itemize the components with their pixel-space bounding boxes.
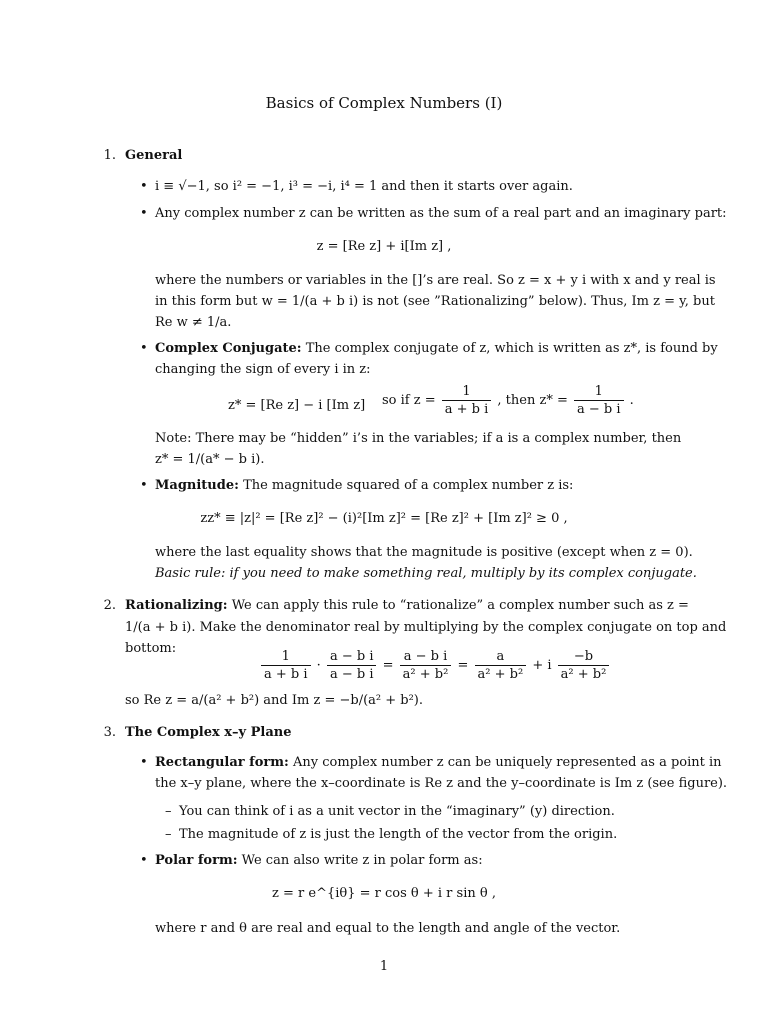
section-3-heading: The Complex x–y Plane — [125, 725, 292, 740]
sub-item-2 — [165, 824, 617, 845]
section-2-heading: Rationalizing: — [125, 598, 228, 613]
eq-then-text: , then z* = — [497, 393, 568, 408]
rectangular-line-1 — [155, 752, 722, 773]
fraction-denominator: a² + b² — [402, 667, 449, 682]
fraction — [442, 383, 492, 418]
bullet: • — [140, 478, 148, 493]
basic-rule: Basic rule: if you need to make something real, multiply by its complex conjugate. — [155, 566, 697, 581]
fraction-denominator: a² + b² — [560, 667, 607, 682]
bullet: • — [140, 755, 148, 770]
fraction — [400, 648, 452, 683]
fraction-numerator: a − b i — [327, 648, 377, 666]
equation-rationalize — [259, 648, 611, 683]
fraction-numerator: a — [475, 648, 527, 666]
page-title: Basics of Complex Numbers (I) — [265, 94, 503, 112]
fraction-numerator: 1 — [442, 383, 492, 401]
polar-text: We can also write z in polar form as: — [241, 853, 483, 868]
rationalizing-text-1: We can apply this rule to “rationalize” a complex number such as z = — [231, 598, 689, 613]
fraction-denominator: a − b i — [329, 667, 374, 682]
fraction-numerator: 1 — [574, 383, 624, 401]
dash-marker: – — [165, 827, 172, 842]
section-1-number: 1. — [103, 148, 116, 163]
sub-item-1 — [165, 801, 615, 822]
fraction — [475, 648, 527, 683]
fraction-numerator: a − b i — [400, 648, 452, 666]
fraction — [261, 648, 311, 683]
general-para-line-2: in this form but w = 1/(a + b i) is not (see ”Rationalizing” below). Thus, Im z = y, but — [155, 294, 715, 309]
magnitude-para: where the last equality shows that the magnitude is positive (except when z = 0). — [155, 545, 693, 560]
note-line-1: Note: There may be “hidden” i’s in the variables; if a is a complex number, then — [155, 431, 682, 446]
complex-conjugate-line-1 — [155, 338, 718, 359]
equals-sign: = — [382, 658, 394, 673]
equation-conjugate-example — [382, 383, 634, 418]
polar-line — [155, 850, 483, 871]
fraction — [327, 648, 377, 683]
sub-item-2-text: The magnitude of z is just the length of the vector from the origin. — [179, 827, 618, 842]
fraction-denominator: a² + b² — [477, 667, 524, 682]
equation-magnitude: zz* ≡ |z|² = [Re z]² − (i)²[Im z]² = [Re z]² + [Im z]² ≥ 0 , — [200, 511, 568, 526]
rectangular-line-2: the x–y plane, where the x–coordinate is Re z and the y–coordinate is Im z (see figure). — [155, 776, 728, 791]
general-bullet-1: i ≡ √−1, so i² = −1, i³ = −i, i⁴ = 1 and then it starts over again. — [155, 179, 573, 194]
plus-i: + i — [532, 658, 552, 673]
magnitude-text: The magnitude squared of a complex number z is: — [243, 478, 574, 493]
fraction-denominator: a + b i — [444, 402, 489, 417]
bullet: • — [140, 341, 148, 356]
rectangular-text: Any complex number z can be uniquely represented as a point in — [292, 755, 722, 770]
complex-conjugate-text: The complex conjugate of z, which is written as z*, is found by — [305, 341, 718, 356]
bullet: • — [140, 853, 148, 868]
fraction — [574, 383, 624, 418]
rationalizing-line-1 — [125, 595, 689, 616]
polar-para: where r and θ are real and equal to the length and angle of the vector. — [155, 921, 621, 936]
magnitude-label: Magnitude: — [155, 478, 239, 493]
section-2-number: 2. — [103, 598, 116, 613]
rectangular-label: Rectangular form: — [155, 755, 289, 770]
section-1-heading: General — [125, 148, 183, 163]
note-line-2: z* = 1/(a* − b i). — [155, 452, 265, 467]
fraction-denominator: a − b i — [577, 402, 621, 417]
polar-label: Polar form: — [155, 853, 238, 868]
sub-item-1-text: You can think of i as a unit vector in the “imaginary” (y) direction. — [179, 804, 615, 819]
eq-soif-text: so if z = — [382, 393, 436, 408]
bullet: • — [140, 206, 148, 221]
eq-end-text: . — [629, 393, 634, 408]
equation-polar: z = r e^{iθ} = r cos θ + i r sin θ , — [272, 886, 496, 901]
rationalizing-line-3: bottom: — [125, 641, 177, 656]
equation-conjugate: z* = [Re z] − i [Im z] — [228, 398, 366, 413]
fraction-numerator: 1 — [261, 648, 311, 666]
equals-sign: = — [457, 658, 469, 673]
rationalizing-line-2: 1/(a + b i). Make the denominator real by multiplying by the complex conjugate on top and — [125, 620, 727, 635]
dash-marker: – — [165, 804, 172, 819]
fraction — [558, 648, 610, 683]
magnitude-line — [155, 475, 573, 496]
equation-real-imag: z = [Re z] + i[Im z] , — [316, 239, 452, 254]
bullet: • — [140, 179, 148, 194]
page-number: 1 — [379, 959, 389, 974]
general-para-line-3: Re w ≠ 1/a. — [155, 315, 232, 330]
complex-conjugate-label: Complex Conjugate: — [155, 341, 302, 356]
fraction-numerator: −b — [558, 648, 610, 666]
general-bullet-2: Any complex number z can be written as the sum of a real part and an imaginary part: — [155, 206, 727, 221]
rationalizing-result: so Re z = a/(a² + b²) and Im z = −b/(a² + b²). — [125, 693, 424, 708]
fraction-denominator: a + b i — [264, 667, 308, 682]
section-3-number: 3. — [103, 725, 116, 740]
general-para-line-1: where the numbers or variables in the []’s are real. So z = x + y i with x and y real is — [155, 273, 716, 288]
dot-operator: · — [316, 658, 321, 673]
complex-conjugate-line-2: changing the sign of every i in z: — [155, 362, 371, 377]
